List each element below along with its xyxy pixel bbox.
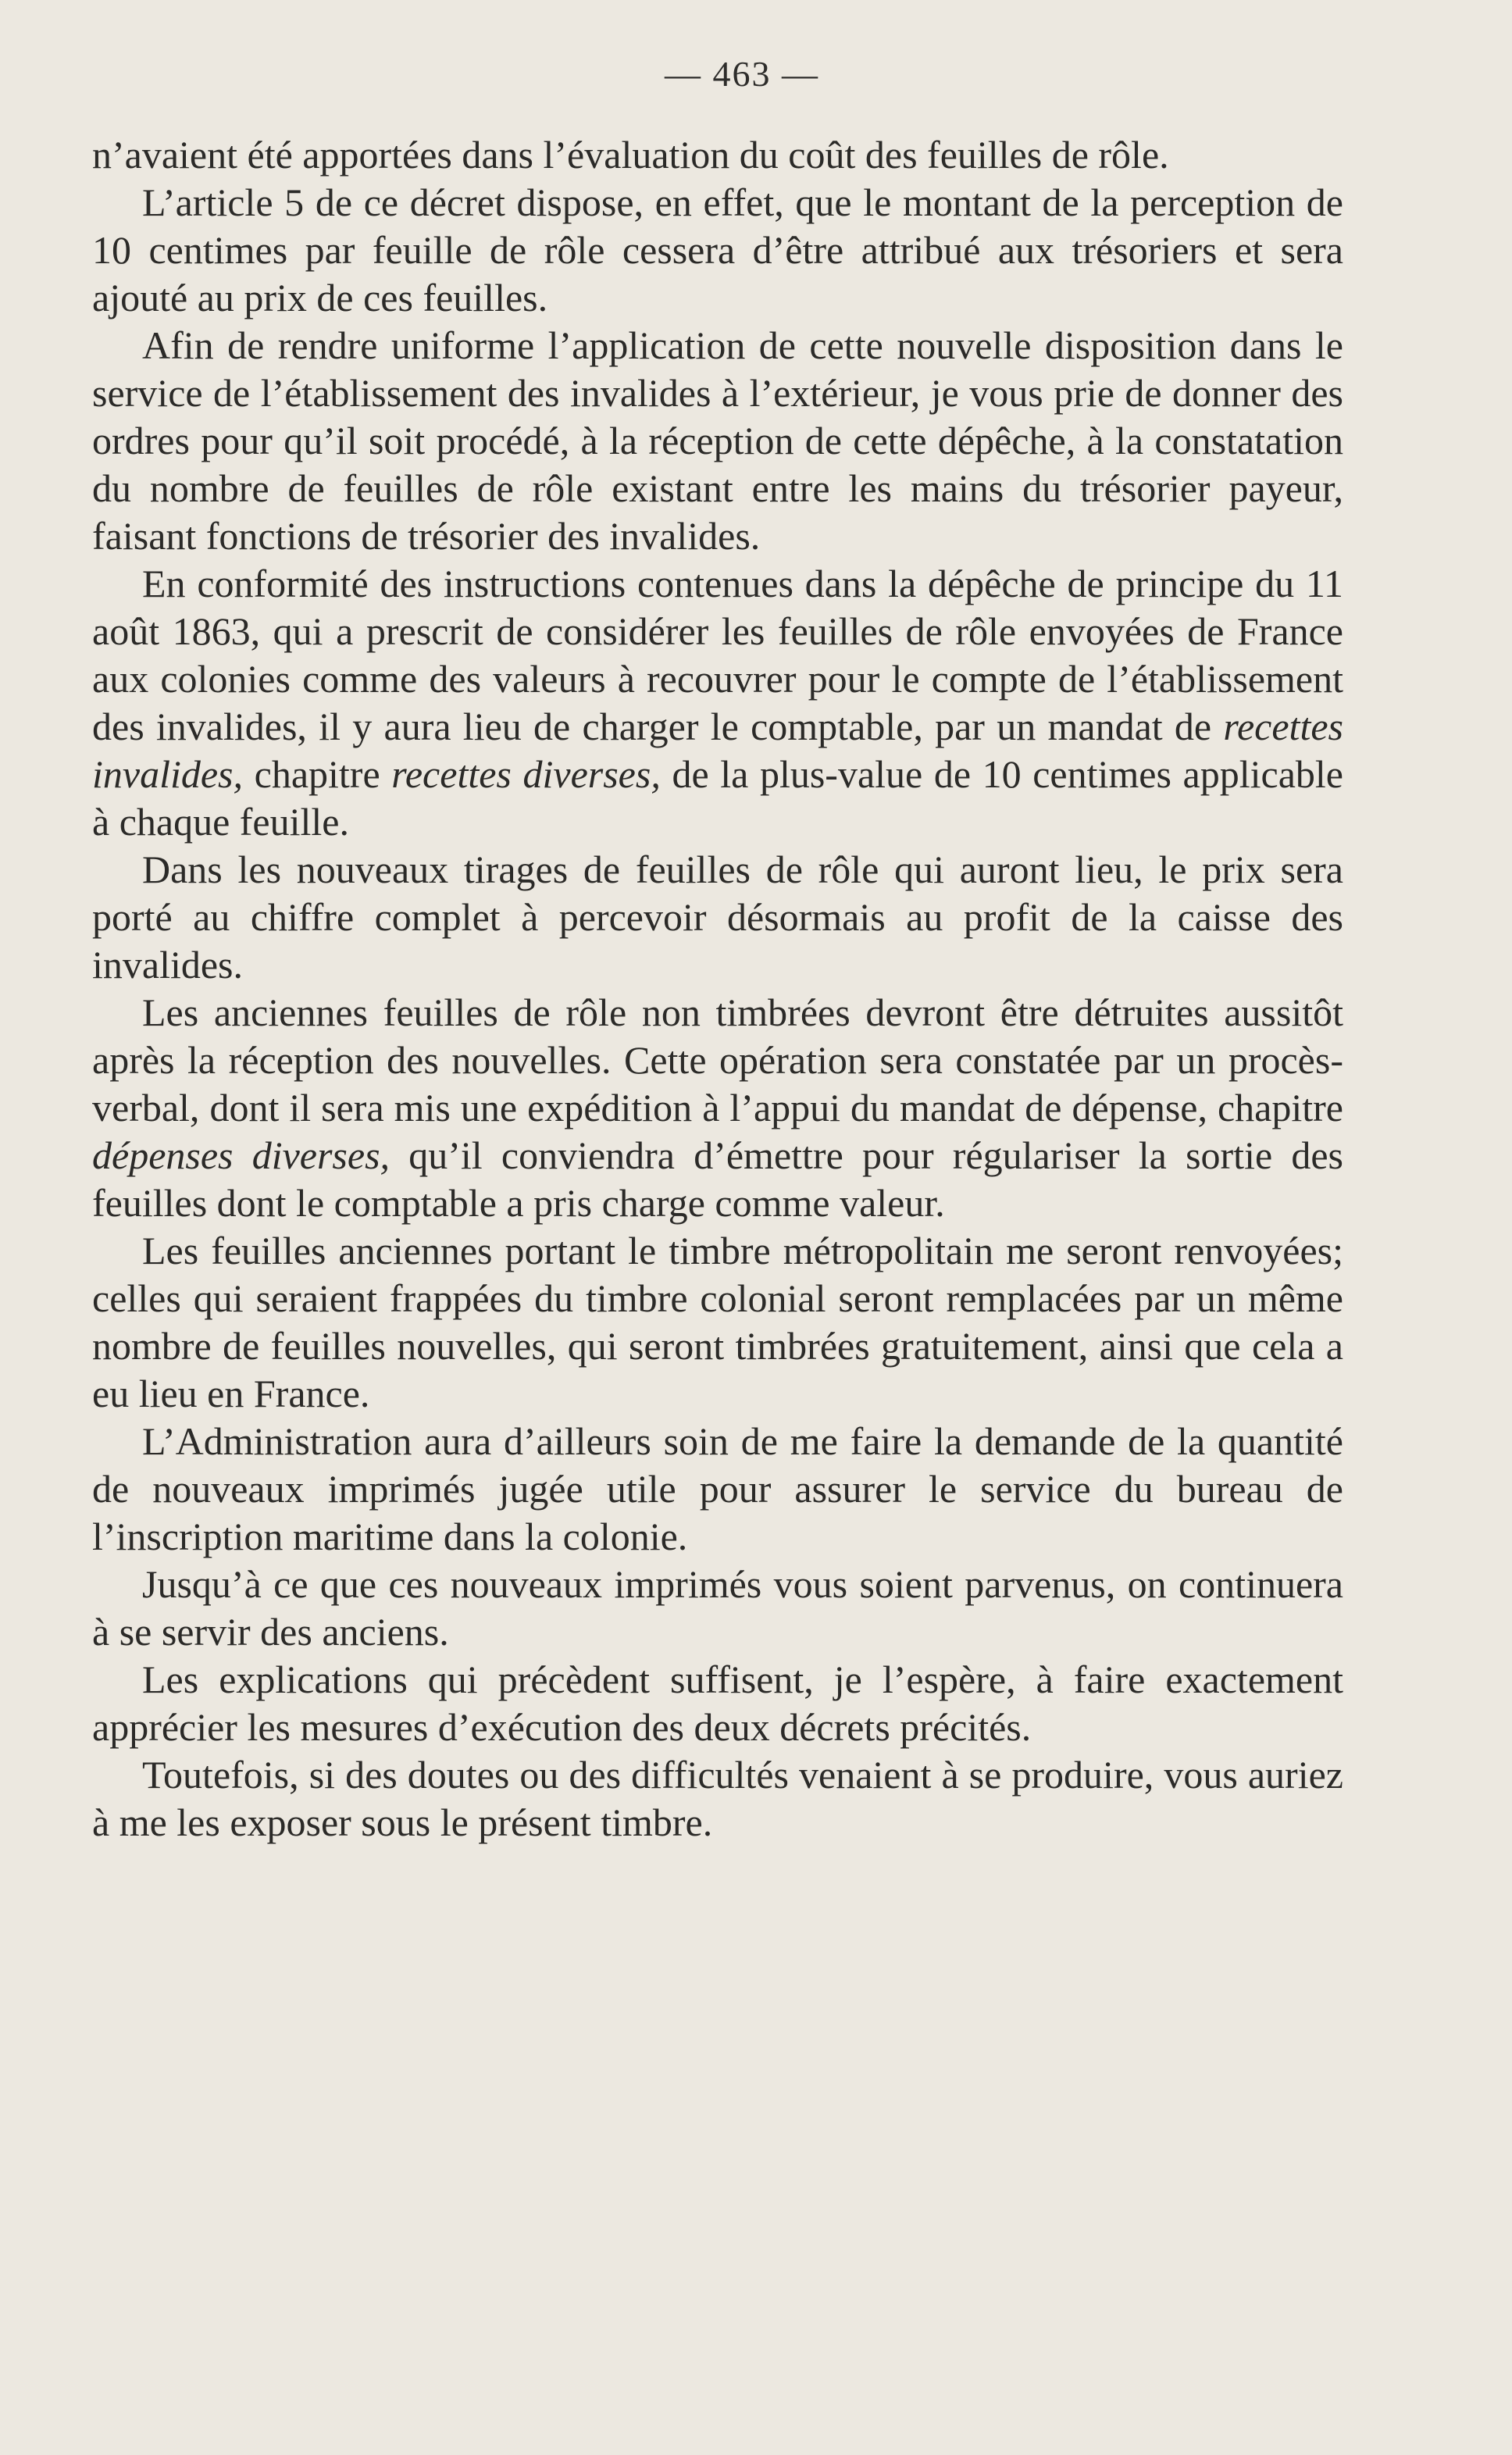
paragraph-1: n’avaient été apportées dans l’évaluation du coût des feuilles de rôle. [92, 133, 1169, 177]
paragraph-9: Jusqu’à ce que ces nouveaux imprimés vous soient parvenus, on continuera à se servir des anciens. [92, 1562, 1343, 1654]
paragraph-4-text-a: En conformité des instructions contenues dans la dépêche de principe du 11 août 1863, qui a prescrit de considérer les feuilles de rôle envoyées de France aux colonies comme des valeurs à recouvrer pour le compte de l’établissement des invalides, il y aura lieu de charger le comptable, par un mandat de [92, 562, 1343, 748]
paragraph-5: Dans les nouveaux tirages de feuilles de rôle qui auront lieu, le prix sera porté au chiffre complet à percevoir désormais au profit de la caisse des invalides. [92, 847, 1343, 987]
page-number: — 463 — [665, 54, 819, 94]
paragraph-4-italic-a: recettes invalides, [92, 705, 1343, 796]
body-text [92, 131, 1343, 1847]
paragraph-7: Les feuilles anciennes portant le timbre métropolitain me seront renvoyées; celles qui seraient frappées du timbre colonial seront remplacées par un même nombre de feuilles nouvelles, qui seront timbrées gratuitement, ainsi que cela a eu lieu en France. [92, 1229, 1343, 1415]
paragraph-8: L’Administration aura d’ailleurs soin de me faire la demande de la quantité de nouveaux imprimés jugée utile pour assurer le service du bureau de l’inscription maritime dans la colonie. [92, 1419, 1343, 1558]
paragraph-6-text-a: Les anciennes feuilles de rôle non timbrées devront être détruites aussitôt après la réception des nouvelles. Cette opération sera constatée par un procès-verbal, dont il sera mis une expédition à l’appui du mandat de dépense, chapitre [92, 990, 1343, 1129]
paragraph-6 [92, 989, 1343, 1227]
paragraph-6-text-b: qu’il conviendra d’émettre pour régulariser la sortie des feuilles dont le comptable a pris charge comme valeur. [92, 1133, 1344, 1225]
paragraph-4-text-b: chapitre [243, 752, 392, 796]
paragraph-10: Les explications qui précèdent suffisent, je l’espère, à faire exactement apprécier les mesures d’exécution des deux décrets précités. [92, 1657, 1343, 1749]
paragraph-6-italic-a: dépenses diverses, [92, 1133, 390, 1177]
paragraph-3: Afin de rendre uniforme l’application de cette nouvelle disposition dans le service de l’établissement des invalides à l’extérieur, je vous prie de donner des ordres pour qu’il soit procédé, à la réception de cette dépêche, à la constatation du nombre de feuilles de rôle existant entre les mains du trésorier payeur, faisant fonctions de trésorier des invalides. [92, 323, 1343, 558]
paragraph-4 [92, 560, 1343, 846]
paragraph-4-text-c: de la plus-value de 10 centimes applicable à chaque feuille. [92, 752, 1343, 844]
paragraph-4-italic-b: recettes diverses, [391, 752, 661, 796]
paragraph-2: L’article 5 de ce décret dispose, en effet, que le montant de la perception de 10 centimes par feuille de rôle cessera d’être attribué aux trésoriers et sera ajouté au prix de ces feuilles. [92, 180, 1343, 319]
paragraph-11: Toutefois, si des doutes ou des difficultés venaient à se produire, vous auriez à me les exposer sous le présent timbre. [92, 1753, 1343, 1844]
